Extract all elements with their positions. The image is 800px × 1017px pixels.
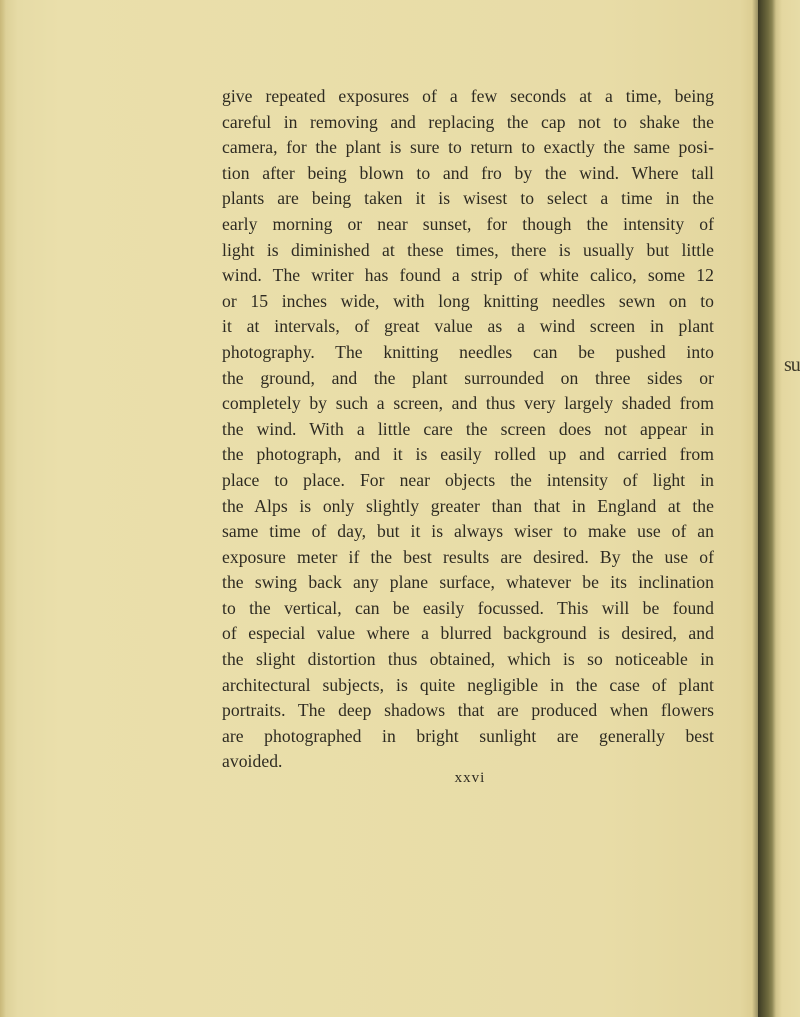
text-line: to the vertical, can be easily focussed. This will be found [222, 597, 714, 618]
text-line: exposure meter if the best results are desired. By the use of [222, 546, 714, 567]
text-line: completely by such a screen, and thus very largely shaded from [222, 393, 714, 414]
text-line: the ground, and the plant surrounded on three sides or [222, 367, 714, 388]
text-line: it at intervals, of great value as a wind screen in plant [222, 316, 714, 337]
facing-page-text-fragment: su [784, 354, 800, 376]
text-line: are photographed in bright sunlight are generally best [222, 725, 714, 746]
text-line: place to place. For near objects the intensity of light in [222, 469, 714, 490]
text-line: give repeated exposures of a few seconds at a time, being [222, 86, 714, 106]
text-line: same time of day, but it is always wiser to make use of an [222, 521, 714, 542]
text-line: light is diminished at these times, there is usually but little [222, 239, 714, 260]
text-line: tion after being blown to and fro by the wind. Where tall [222, 162, 714, 183]
text-line: camera, for the plant is sure to return to exactly the same posi- [222, 137, 714, 158]
text-line: the swing back any plane surface, whatever be its inclination [222, 572, 714, 593]
text-line: architectural subjects, is quite negligible in the case of plant [222, 674, 714, 695]
page-number: xxvi [454, 770, 486, 786]
text-line: plants are being taken it is wisest to select a time in the [222, 188, 714, 209]
page-left-edge [0, 0, 6, 1017]
body-paragraph [222, 84, 714, 775]
text-line: or 15 inches wide, with long knitting needles sewn on to [222, 290, 714, 311]
text-line: photography. The knitting needles can be pushed into [222, 341, 714, 362]
text-line: the wind. With a little care the screen does not appear in [222, 418, 714, 439]
text-line: early morning or near sunset, for though the intensity of [222, 213, 714, 234]
text-line: the photograph, and it is easily rolled up and carried from [222, 444, 714, 465]
text-line: the Alps is only slightly greater than that in England at the [222, 495, 714, 516]
text-line: careful in removing and replacing the cap not to shake the [222, 111, 714, 132]
text-line-last: avoided. [222, 751, 283, 772]
text-line: of especial value where a blurred background is desired, and [222, 623, 714, 644]
text-line: portraits. The deep shadows that are produced when flowers [222, 700, 714, 721]
text-line: wind. The writer has found a strip of white calico, some 12 [222, 265, 714, 286]
text-line: the slight distortion thus obtained, which is so noticeable in [222, 649, 714, 670]
book-gutter [758, 0, 800, 1017]
